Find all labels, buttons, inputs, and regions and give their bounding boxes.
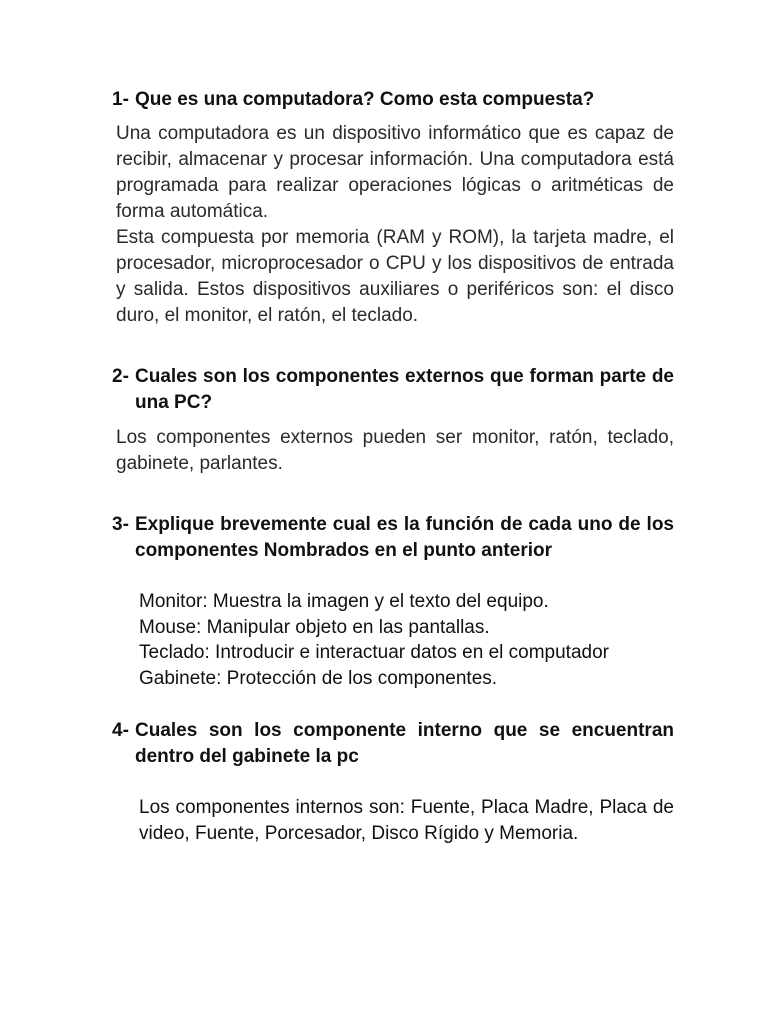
answer-3-line-mouse: Mouse: Manipular objeto en las pantallas. bbox=[139, 616, 490, 638]
question-2-number: 2- bbox=[112, 366, 129, 387]
answer-1-paragraph-1: Una computadora es un dispositivo informático que es capaz de recibir, almacenar y procesar información. Una computadora está programada para realizar operaciones lógicas o aritméticas de forma automática. bbox=[116, 123, 674, 222]
answer-2-paragraph-1: Los componentes externos pueden ser monitor, ratón, teclado, gabinete, parlantes. bbox=[116, 427, 674, 474]
question-2-heading bbox=[112, 364, 674, 416]
question-2-text: Cuales son los componentes externos que forman parte de una PC? bbox=[135, 366, 674, 413]
question-3-heading bbox=[112, 512, 674, 564]
question-1-heading bbox=[112, 87, 674, 113]
answer-3-line-teclado: Teclado: Introducir e interactuar datos en el computador bbox=[139, 642, 609, 663]
question-3-answer-list bbox=[139, 589, 679, 691]
question-4-text: Cuales son los componente interno que se encuentran dentro del gabinete la pc bbox=[135, 720, 674, 767]
question-2-answer bbox=[116, 425, 674, 477]
answer-3-line-monitor: Monitor: Muestra la imagen y el texto del equipo. bbox=[139, 591, 549, 612]
question-1-number: 1- bbox=[112, 89, 129, 110]
question-3-number: 3- bbox=[112, 514, 129, 535]
question-4-number: 4- bbox=[112, 720, 129, 741]
question-4-answer bbox=[139, 795, 674, 847]
question-1-text: Que es una computadora? Como esta compuesta? bbox=[135, 89, 595, 110]
answer-4-paragraph-1: Los componentes internos son: Fuente, Placa Madre, Placa de video, Fuente, Porcesador, Disco Rígido y Memoria. bbox=[139, 797, 674, 844]
answer-1-paragraph-2: Esta compuesta por memoria (RAM y ROM), la tarjeta madre, el procesador, microprocesador o CPU y los dispositivos de entrada y salida. Estos dispositivos auxiliares o periféricos son: el disco duro, el monitor, el ratón, el teclado. bbox=[116, 227, 674, 326]
question-4-heading bbox=[112, 718, 674, 770]
question-3-text: Explique brevemente cual es la función de cada uno de los componentes Nombrados en el punto anterior bbox=[135, 514, 674, 561]
answer-3-line-gabinete: Gabinete: Protección de los componentes. bbox=[139, 667, 498, 689]
question-1-answer bbox=[116, 121, 674, 329]
